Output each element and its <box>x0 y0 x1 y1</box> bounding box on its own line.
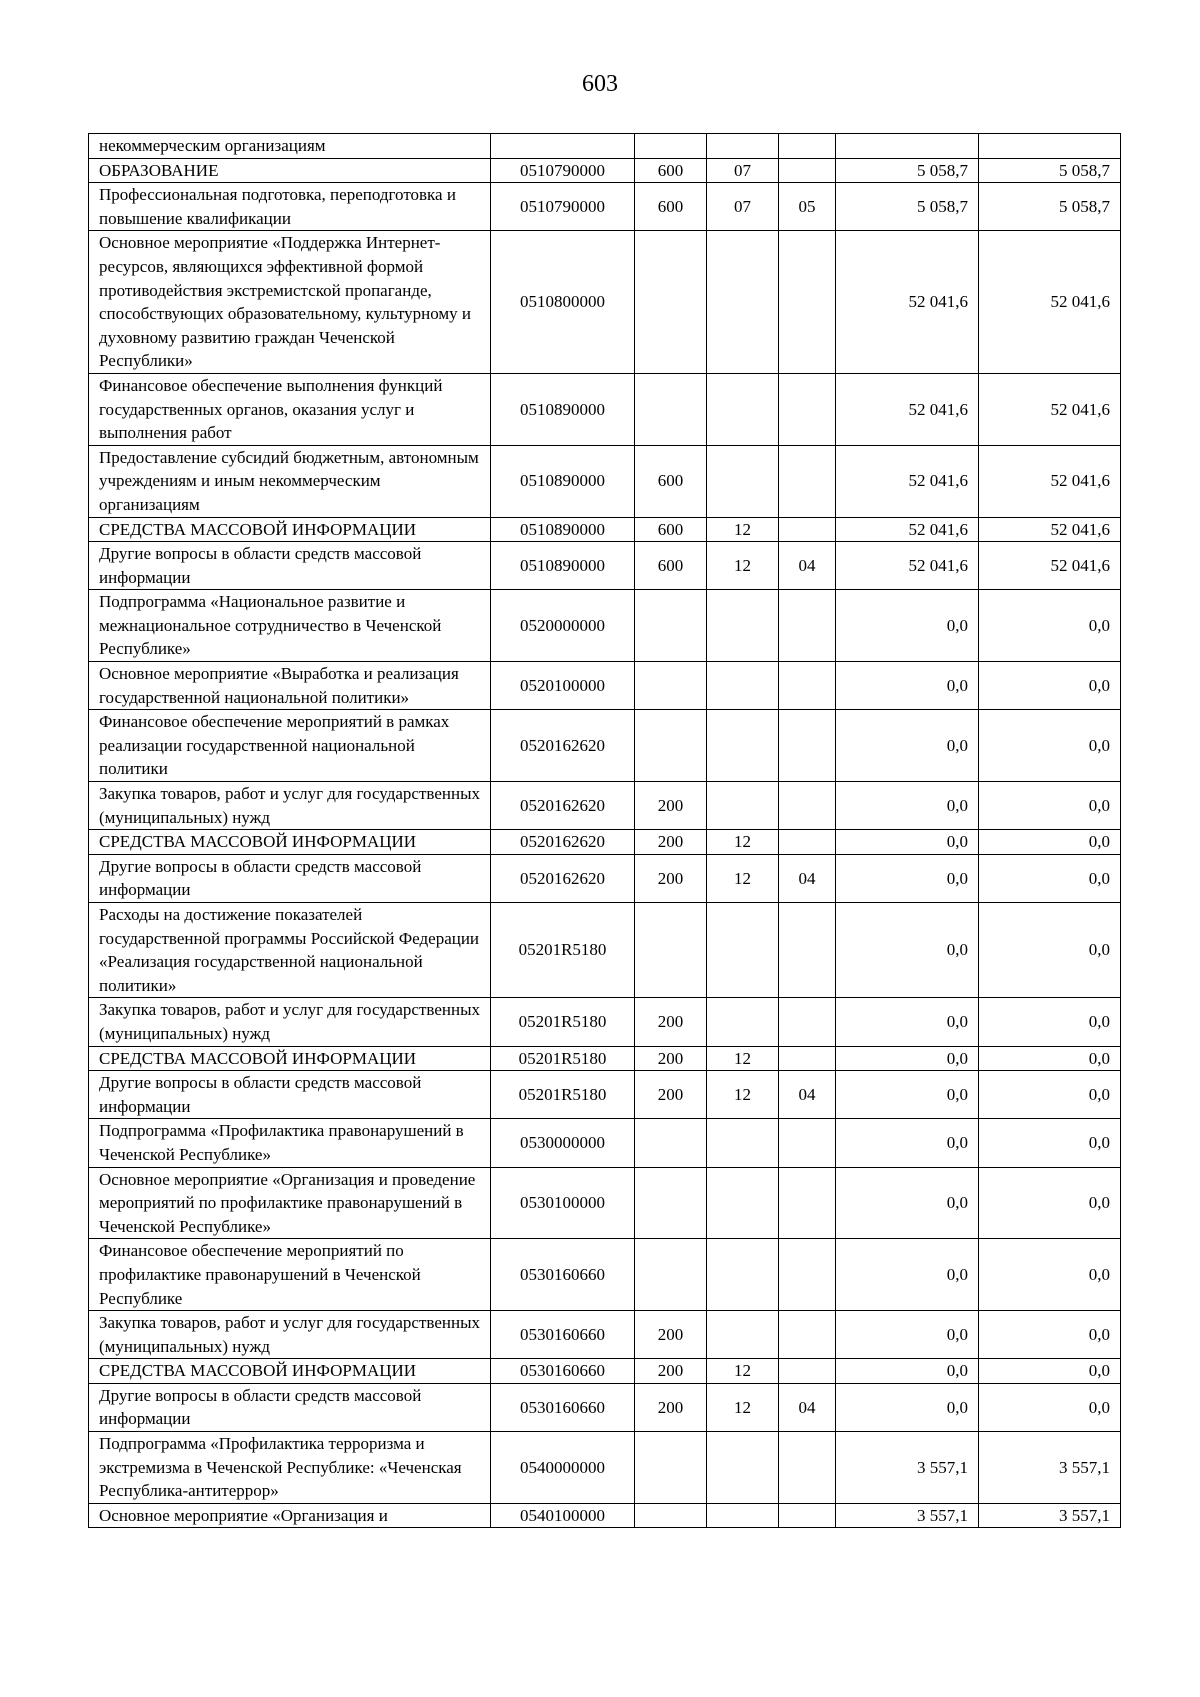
cell-name: Основное мероприятие «Поддержка Интернет-ресурсов, являющихся эффективной формой противодействия экстремистской пропаганде, способствующих образовательному, культурному и духовному развитию граждан Чеченской Республики» <box>89 231 491 374</box>
cell-section <box>707 1239 779 1311</box>
cell-amount-2: 0,0 <box>979 590 1121 662</box>
table-row <box>89 542 1121 590</box>
cell-amount-2: 0,0 <box>979 830 1121 855</box>
cell-expense-type: 200 <box>635 998 707 1046</box>
cell-target-article: 0510800000 <box>491 231 635 374</box>
cell-name: Другие вопросы в области средств массовой информации <box>89 1071 491 1119</box>
cell-section <box>707 903 779 998</box>
cell-subsection <box>779 1503 836 1528</box>
table-row <box>89 830 1121 855</box>
cell-section <box>707 134 779 159</box>
table-row <box>89 662 1121 710</box>
cell-amount-1: 0,0 <box>836 662 979 710</box>
cell-target-article: 0510790000 <box>491 158 635 183</box>
cell-subsection: 04 <box>779 1071 836 1119</box>
cell-expense-type <box>635 662 707 710</box>
cell-amount-2 <box>979 134 1121 159</box>
cell-amount-1: 0,0 <box>836 1359 979 1384</box>
cell-target-article: 0540100000 <box>491 1503 635 1528</box>
budget-table <box>88 133 1121 1528</box>
cell-amount-2: 0,0 <box>979 903 1121 998</box>
table-row <box>89 590 1121 662</box>
cell-subsection: 05 <box>779 183 836 231</box>
cell-amount-2: 0,0 <box>979 1311 1121 1359</box>
page-number: 603 <box>582 71 618 97</box>
table-row <box>89 903 1121 998</box>
table-row <box>89 134 1121 159</box>
cell-name: Закупка товаров, работ и услуг для государственных (муниципальных) нужд <box>89 1311 491 1359</box>
cell-subsection <box>779 830 836 855</box>
cell-target-article: 0530000000 <box>491 1119 635 1167</box>
cell-subsection <box>779 1046 836 1071</box>
cell-section: 12 <box>707 542 779 590</box>
cell-subsection <box>779 231 836 374</box>
cell-subsection <box>779 158 836 183</box>
cell-name: Закупка товаров, работ и услуг для государственных (муниципальных) нужд <box>89 998 491 1046</box>
cell-name: Расходы на достижение показателей государственной программы Российской Федерации «Реализация государственной национальной политики» <box>89 903 491 998</box>
cell-amount-2: 0,0 <box>979 710 1121 782</box>
cell-amount-1: 0,0 <box>836 1167 979 1239</box>
cell-section: 12 <box>707 1071 779 1119</box>
cell-expense-type: 600 <box>635 158 707 183</box>
cell-amount-1: 52 041,6 <box>836 517 979 542</box>
cell-expense-type <box>635 1239 707 1311</box>
cell-expense-type <box>635 231 707 374</box>
cell-amount-1: 0,0 <box>836 830 979 855</box>
cell-expense-type <box>635 1167 707 1239</box>
cell-target-article: 0530160660 <box>491 1359 635 1384</box>
table-row <box>89 1167 1121 1239</box>
cell-name: некоммерческим организациям <box>89 134 491 159</box>
cell-section <box>707 373 779 445</box>
cell-name: Основное мероприятие «Выработка и реализация государственной национальной политики» <box>89 662 491 710</box>
cell-subsection <box>779 662 836 710</box>
cell-section <box>707 231 779 374</box>
cell-expense-type: 200 <box>635 1383 707 1431</box>
cell-subsection <box>779 445 836 517</box>
cell-amount-2: 52 041,6 <box>979 517 1121 542</box>
cell-section <box>707 445 779 517</box>
cell-amount-1: 0,0 <box>836 1239 979 1311</box>
cell-amount-1: 0,0 <box>836 782 979 830</box>
table-row <box>89 1119 1121 1167</box>
cell-amount-1: 5 058,7 <box>836 158 979 183</box>
cell-name: Финансовое обеспечение мероприятий в рамках реализации государственной национальной политики <box>89 710 491 782</box>
cell-section <box>707 782 779 830</box>
cell-amount-2: 0,0 <box>979 1359 1121 1384</box>
cell-subsection <box>779 590 836 662</box>
cell-expense-type: 600 <box>635 183 707 231</box>
cell-expense-type <box>635 903 707 998</box>
cell-target-article: 0520162620 <box>491 854 635 902</box>
cell-section <box>707 662 779 710</box>
cell-expense-type: 200 <box>635 854 707 902</box>
cell-subsection: 04 <box>779 1383 836 1431</box>
table-row <box>89 183 1121 231</box>
cell-expense-type <box>635 710 707 782</box>
cell-name: ОБРАЗОВАНИЕ <box>89 158 491 183</box>
cell-target-article: 0530160660 <box>491 1383 635 1431</box>
cell-subsection <box>779 1119 836 1167</box>
cell-target-article: 0510890000 <box>491 445 635 517</box>
cell-amount-1: 0,0 <box>836 1071 979 1119</box>
cell-amount-2: 0,0 <box>979 854 1121 902</box>
cell-amount-2: 0,0 <box>979 782 1121 830</box>
table-row <box>89 1383 1121 1431</box>
cell-name: Финансовое обеспечение мероприятий по профилактике правонарушений в Чеченской Республике <box>89 1239 491 1311</box>
cell-amount-1: 0,0 <box>836 590 979 662</box>
cell-amount-2: 3 557,1 <box>979 1432 1121 1504</box>
cell-expense-type: 200 <box>635 1071 707 1119</box>
cell-name: Финансовое обеспечение выполнения функций государственных органов, оказания услуг и выполнения работ <box>89 373 491 445</box>
cell-amount-2: 0,0 <box>979 1119 1121 1167</box>
cell-amount-1: 0,0 <box>836 710 979 782</box>
cell-amount-2: 3 557,1 <box>979 1503 1121 1528</box>
cell-expense-type: 200 <box>635 1311 707 1359</box>
table-row <box>89 1359 1121 1384</box>
cell-expense-type: 200 <box>635 830 707 855</box>
cell-name: Другие вопросы в области средств массовой информации <box>89 542 491 590</box>
cell-section <box>707 1432 779 1504</box>
cell-amount-1: 3 557,1 <box>836 1503 979 1528</box>
cell-amount-1: 52 041,6 <box>836 231 979 374</box>
cell-amount-1: 52 041,6 <box>836 542 979 590</box>
cell-amount-2: 0,0 <box>979 1167 1121 1239</box>
cell-subsection <box>779 1432 836 1504</box>
cell-target-article: 0520162620 <box>491 782 635 830</box>
cell-section: 12 <box>707 854 779 902</box>
cell-amount-1 <box>836 134 979 159</box>
cell-section <box>707 1119 779 1167</box>
cell-target-article: 0520162620 <box>491 830 635 855</box>
cell-amount-1: 5 058,7 <box>836 183 979 231</box>
cell-name: Другие вопросы в области средств массовой информации <box>89 1383 491 1431</box>
table-row <box>89 998 1121 1046</box>
cell-amount-1: 52 041,6 <box>836 373 979 445</box>
cell-section <box>707 1311 779 1359</box>
cell-section: 12 <box>707 830 779 855</box>
cell-name: Подпрограмма «Профилактика правонарушений в Чеченской Республике» <box>89 1119 491 1167</box>
cell-target-article: 05201R5180 <box>491 1046 635 1071</box>
cell-expense-type <box>635 590 707 662</box>
table-row <box>89 1432 1121 1504</box>
cell-section: 12 <box>707 1383 779 1431</box>
table-row <box>89 1239 1121 1311</box>
cell-target-article: 05201R5180 <box>491 903 635 998</box>
cell-name: Основное мероприятие «Организация и <box>89 1503 491 1528</box>
table-body <box>89 134 1121 1528</box>
cell-amount-2: 0,0 <box>979 998 1121 1046</box>
cell-subsection <box>779 1167 836 1239</box>
table-row <box>89 517 1121 542</box>
cell-name: СРЕДСТВА МАССОВОЙ ИНФОРМАЦИИ <box>89 830 491 855</box>
cell-target-article: 0520000000 <box>491 590 635 662</box>
cell-name: СРЕДСТВА МАССОВОЙ ИНФОРМАЦИИ <box>89 1359 491 1384</box>
cell-target-article: 0530160660 <box>491 1239 635 1311</box>
table-row <box>89 158 1121 183</box>
cell-section <box>707 590 779 662</box>
cell-amount-2: 0,0 <box>979 1239 1121 1311</box>
cell-name: Профессиональная подготовка, переподготовка и повышение квалификации <box>89 183 491 231</box>
cell-expense-type: 200 <box>635 1359 707 1384</box>
cell-section: 07 <box>707 183 779 231</box>
cell-target-article: 0520162620 <box>491 710 635 782</box>
cell-target-article: 0540000000 <box>491 1432 635 1504</box>
cell-name: Другие вопросы в области средств массовой информации <box>89 854 491 902</box>
cell-expense-type <box>635 1503 707 1528</box>
cell-section: 12 <box>707 517 779 542</box>
cell-subsection <box>779 903 836 998</box>
cell-amount-1: 0,0 <box>836 1046 979 1071</box>
cell-expense-type: 200 <box>635 1046 707 1071</box>
cell-section: 12 <box>707 1046 779 1071</box>
cell-subsection <box>779 1311 836 1359</box>
cell-amount-2: 5 058,7 <box>979 158 1121 183</box>
cell-amount-2: 52 041,6 <box>979 231 1121 374</box>
cell-amount-1: 3 557,1 <box>836 1432 979 1504</box>
cell-target-article: 0510890000 <box>491 542 635 590</box>
cell-amount-2: 0,0 <box>979 1383 1121 1431</box>
cell-expense-type: 600 <box>635 445 707 517</box>
cell-expense-type <box>635 134 707 159</box>
cell-subsection <box>779 782 836 830</box>
table-row <box>89 231 1121 374</box>
cell-expense-type <box>635 1119 707 1167</box>
cell-amount-1: 0,0 <box>836 1311 979 1359</box>
cell-section <box>707 998 779 1046</box>
cell-amount-2: 5 058,7 <box>979 183 1121 231</box>
cell-name: СРЕДСТВА МАССОВОЙ ИНФОРМАЦИИ <box>89 1046 491 1071</box>
cell-target-article: 0530160660 <box>491 1311 635 1359</box>
cell-name: СРЕДСТВА МАССОВОЙ ИНФОРМАЦИИ <box>89 517 491 542</box>
cell-target-article: 0530100000 <box>491 1167 635 1239</box>
cell-target-article: 0520100000 <box>491 662 635 710</box>
cell-subsection <box>779 1359 836 1384</box>
cell-subsection <box>779 1239 836 1311</box>
cell-amount-2: 0,0 <box>979 1071 1121 1119</box>
cell-target-article: 05201R5180 <box>491 1071 635 1119</box>
cell-subsection <box>779 517 836 542</box>
table-row <box>89 373 1121 445</box>
cell-subsection <box>779 710 836 782</box>
cell-amount-1: 52 041,6 <box>836 445 979 517</box>
cell-name: Предоставление субсидий бюджетным, автономным учреждениям и иным некоммерческим организациям <box>89 445 491 517</box>
cell-amount-2: 0,0 <box>979 662 1121 710</box>
cell-expense-type: 600 <box>635 517 707 542</box>
cell-section: 12 <box>707 1359 779 1384</box>
cell-amount-2: 52 041,6 <box>979 373 1121 445</box>
cell-amount-2: 52 041,6 <box>979 542 1121 590</box>
table-row <box>89 1071 1121 1119</box>
cell-amount-1: 0,0 <box>836 1383 979 1431</box>
cell-target-article: 0510790000 <box>491 183 635 231</box>
cell-name: Подпрограмма «Национальное развитие и межнациональное сотрудничество в Чеченской Республике» <box>89 590 491 662</box>
table-row <box>89 1046 1121 1071</box>
cell-expense-type: 200 <box>635 782 707 830</box>
cell-amount-2: 52 041,6 <box>979 445 1121 517</box>
cell-section <box>707 710 779 782</box>
cell-subsection <box>779 373 836 445</box>
cell-subsection: 04 <box>779 542 836 590</box>
cell-name: Основное мероприятие «Организация и проведение мероприятий по профилактике правонарушений в Чеченской Республике» <box>89 1167 491 1239</box>
cell-target-article: 05201R5180 <box>491 998 635 1046</box>
cell-subsection: 04 <box>779 854 836 902</box>
cell-target-article: 0510890000 <box>491 517 635 542</box>
cell-name: Закупка товаров, работ и услуг для государственных (муниципальных) нужд <box>89 782 491 830</box>
table-row <box>89 710 1121 782</box>
table-row <box>89 782 1121 830</box>
table-row <box>89 445 1121 517</box>
cell-section <box>707 1167 779 1239</box>
cell-amount-2: 0,0 <box>979 1046 1121 1071</box>
cell-target-article <box>491 134 635 159</box>
cell-subsection <box>779 134 836 159</box>
cell-expense-type: 600 <box>635 542 707 590</box>
cell-expense-type <box>635 1432 707 1504</box>
cell-target-article: 0510890000 <box>491 373 635 445</box>
cell-expense-type <box>635 373 707 445</box>
table-row <box>89 854 1121 902</box>
cell-amount-1: 0,0 <box>836 903 979 998</box>
table-row <box>89 1503 1121 1528</box>
cell-amount-1: 0,0 <box>836 998 979 1046</box>
cell-section: 07 <box>707 158 779 183</box>
cell-amount-1: 0,0 <box>836 1119 979 1167</box>
cell-amount-1: 0,0 <box>836 854 979 902</box>
cell-section <box>707 1503 779 1528</box>
cell-subsection <box>779 998 836 1046</box>
cell-name: Подпрограмма «Профилактика терроризма и экстремизма в Чеченской Республике: «Чеченская Республика-антитеррор» <box>89 1432 491 1504</box>
table-row <box>89 1311 1121 1359</box>
